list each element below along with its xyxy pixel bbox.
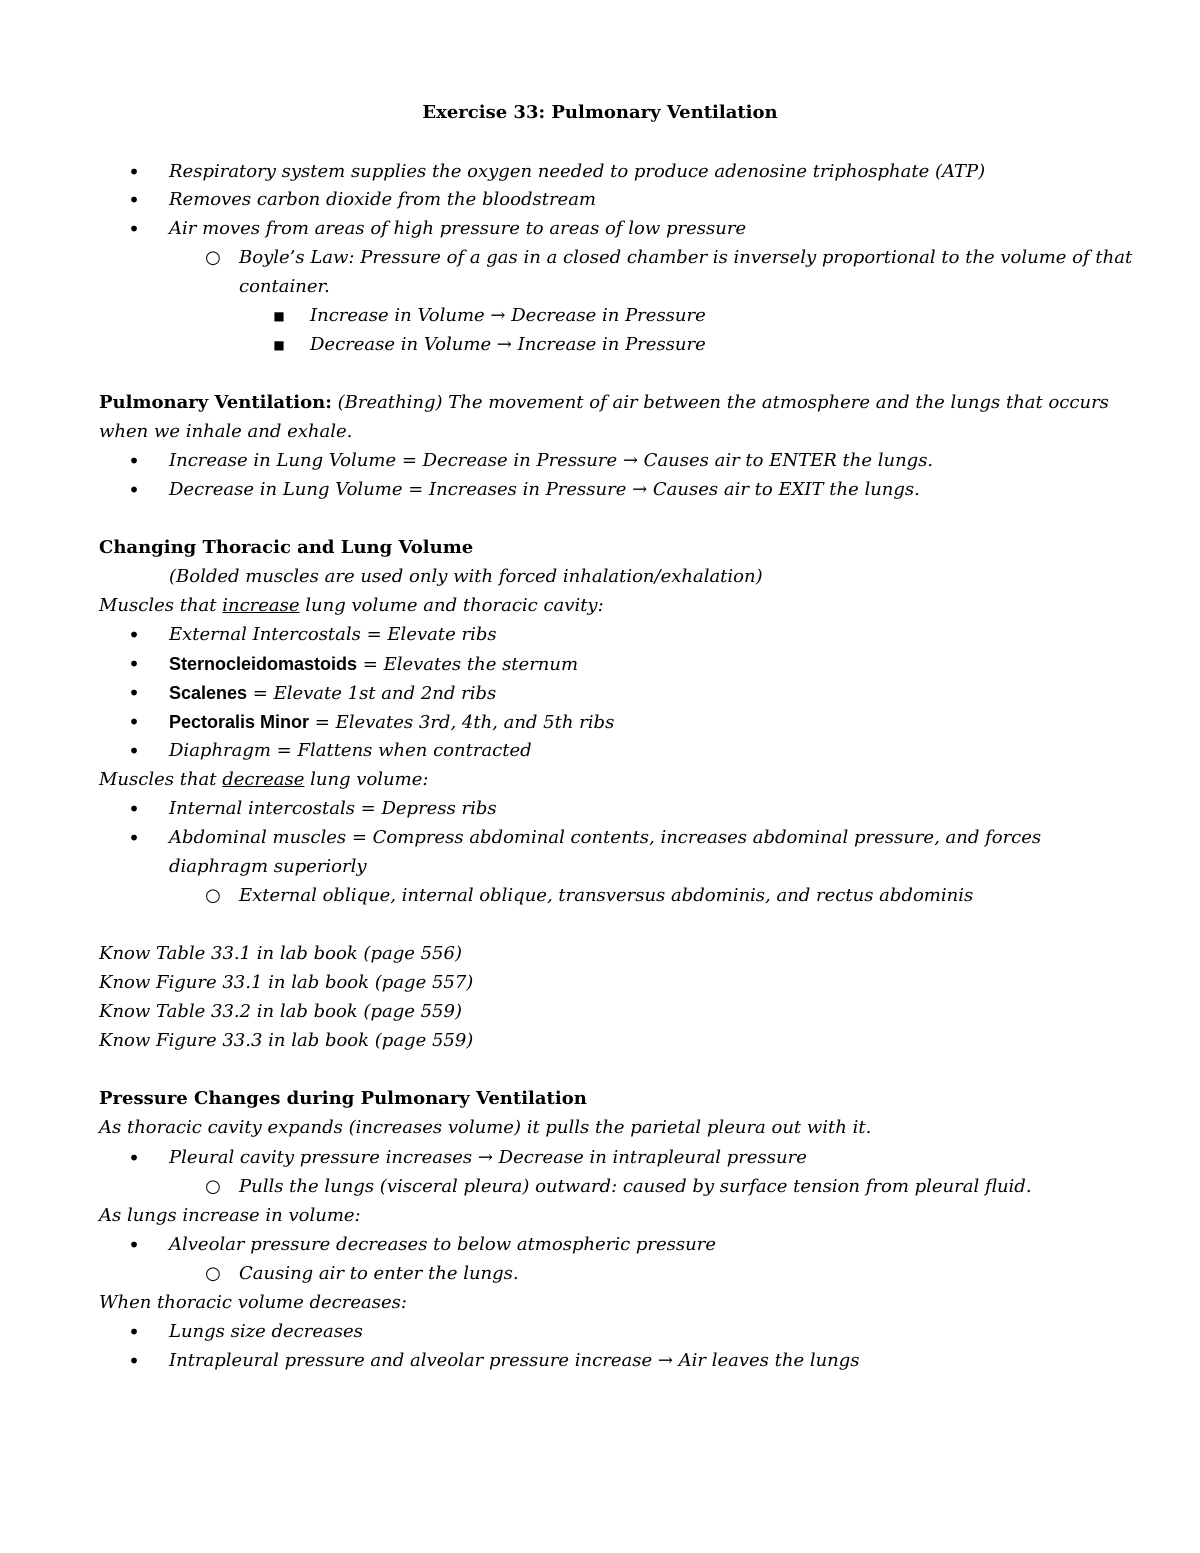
muscle-name: Sternocleidomastoids bbox=[169, 654, 358, 674]
bullet-dot: • bbox=[128, 739, 140, 763]
bullet-dot: • bbox=[128, 797, 140, 821]
list-item: Removes carbon dioxide from the bloodstream bbox=[169, 189, 596, 210]
muscle-action: = Elevate 1st and 2nd ribs bbox=[247, 683, 497, 704]
bullet-dot: • bbox=[128, 623, 140, 647]
list-item: Air moves from areas of high pressure to areas of low pressure bbox=[169, 218, 747, 239]
bullet-dot: • bbox=[128, 478, 140, 502]
subheading bbox=[99, 768, 428, 792]
page-title: Exercise 33: Pulmonary Ventilation bbox=[422, 102, 778, 123]
section-heading: Pressure Changes during Pulmonary Ventilation bbox=[99, 1088, 587, 1109]
subheading-text: lung volume and thoracic cavity: bbox=[299, 595, 604, 616]
list-item: Alveolar pressure decreases to below atmospheric pressure bbox=[169, 1234, 716, 1255]
list-item: Diaphragm = Flattens when contracted bbox=[169, 740, 532, 761]
note: (Bolded muscles are used only with forced inhalation/exhalation) bbox=[169, 566, 763, 587]
list-item-continuation: container. bbox=[239, 276, 330, 297]
list-item: Lungs size decreases bbox=[169, 1321, 363, 1342]
list-item-continuation: diaphragm superiorly bbox=[169, 856, 367, 877]
bullet-dot: • bbox=[128, 1146, 140, 1170]
subheading bbox=[99, 594, 604, 618]
bullet-circle: ○ bbox=[205, 247, 221, 268]
pv-definition bbox=[99, 391, 1109, 415]
muscle-action: = Elevates the sternum bbox=[357, 654, 579, 675]
list-item: Abdominal muscles = Compress abdominal contents, increases abdominal pressure, and forces bbox=[169, 827, 1042, 848]
list-item: Decrease in Volume → Increase in Pressure bbox=[310, 334, 706, 355]
muscle-action: = Elevates 3rd, 4th, and 5th ribs bbox=[309, 712, 615, 733]
list-item: Causing air to enter the lungs. bbox=[239, 1263, 519, 1284]
underlined-word: decrease bbox=[222, 769, 305, 790]
bullet-square: ■ bbox=[273, 309, 285, 323]
paragraph-line: When thoracic volume decreases: bbox=[99, 1292, 407, 1313]
subheading-text: Muscles that bbox=[99, 769, 223, 790]
subheading-text: lung volume: bbox=[304, 769, 429, 790]
bullet-dot: • bbox=[128, 188, 140, 212]
muscle-name: Scalenes bbox=[169, 683, 248, 703]
list-item bbox=[169, 652, 578, 676]
bullet-circle: ○ bbox=[205, 1176, 221, 1197]
list-item: Decrease in Lung Volume = Increases in Pressure → Causes air to EXIT the lungs. bbox=[169, 479, 920, 500]
section-heading: Changing Thoracic and Lung Volume bbox=[99, 537, 474, 558]
bullet-circle: ○ bbox=[205, 885, 221, 906]
know-line: Know Figure 33.3 in lab book (page 559) bbox=[99, 1030, 474, 1051]
list-item: Respiratory system supplies the oxygen needed to produce adenosine triphosphate (ATP) bbox=[169, 161, 986, 182]
muscle-name: Pectoralis Minor bbox=[169, 712, 310, 732]
bullet-dot: • bbox=[128, 1320, 140, 1344]
bullet-dot: • bbox=[128, 826, 140, 850]
bullet-dot: • bbox=[128, 1233, 140, 1257]
bullet-dot: • bbox=[128, 1349, 140, 1373]
definition-text: (Breathing) The movement of air between the atmosphere and the lungs that occurs bbox=[331, 392, 1109, 413]
list-item: Pleural cavity pressure increases → Decrease in intrapleural pressure bbox=[169, 1147, 807, 1168]
bullet-dot: • bbox=[128, 160, 140, 184]
list-item: Boyle’s Law: Pressure of a gas in a closed chamber is inversely proportional to the volume of that bbox=[239, 247, 1133, 268]
paragraph-line: As thoracic cavity expands (increases volume) it pulls the parietal pleura out with it. bbox=[99, 1117, 872, 1138]
list-item: Increase in Volume → Decrease in Pressure bbox=[310, 305, 706, 326]
list-item bbox=[169, 710, 614, 734]
bullet-dot: • bbox=[128, 652, 140, 676]
bullet-dot: • bbox=[128, 710, 140, 734]
subheading-text: Muscles that bbox=[99, 595, 223, 616]
know-line: Know Figure 33.1 in lab book (page 557) bbox=[99, 972, 474, 993]
bullet-dot: • bbox=[128, 681, 140, 705]
underlined-word: increase bbox=[222, 595, 300, 616]
list-item: External Intercostals = Elevate ribs bbox=[169, 624, 497, 645]
definition-continuation: when we inhale and exhale. bbox=[99, 421, 353, 442]
bullet-dot: • bbox=[128, 217, 140, 241]
list-item: Pulls the lungs (visceral pleura) outward: caused by surface tension from pleural fluid. bbox=[239, 1176, 1032, 1197]
section-heading: Pulmonary Ventilation: bbox=[99, 392, 332, 413]
bullet-circle: ○ bbox=[205, 1263, 221, 1284]
know-line: Know Table 33.1 in lab book (page 556) bbox=[99, 943, 462, 964]
list-item: External oblique, internal oblique, transversus abdominis, and rectus abdominis bbox=[239, 885, 974, 906]
know-line: Know Table 33.2 in lab book (page 559) bbox=[99, 1001, 462, 1022]
list-item: Increase in Lung Volume = Decrease in Pressure → Causes air to ENTER the lungs. bbox=[169, 450, 934, 471]
list-item: Intrapleural pressure and alveolar pressure increase → Air leaves the lungs bbox=[169, 1350, 860, 1371]
bullet-square: ■ bbox=[273, 338, 285, 352]
bullet-dot: • bbox=[128, 449, 140, 473]
list-item: Internal intercostals = Depress ribs bbox=[169, 798, 497, 819]
paragraph-line: As lungs increase in volume: bbox=[99, 1205, 361, 1226]
list-item bbox=[169, 681, 496, 705]
